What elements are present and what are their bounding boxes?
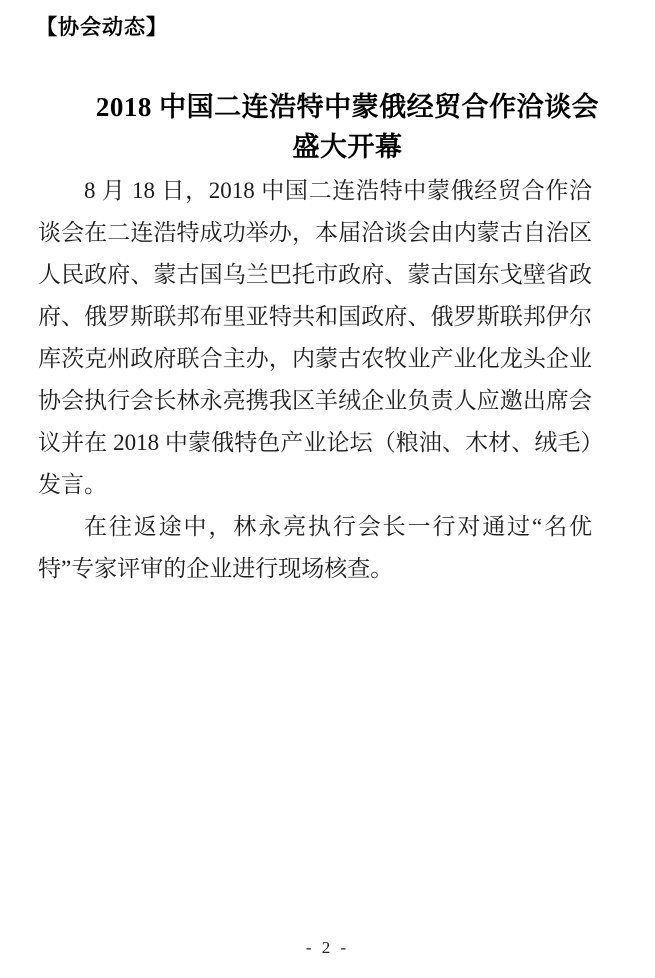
article-body [38,170,592,590]
article-paragraph-1: 8 月 18 日，2018 中国二连浩特中蒙俄经贸合作洽谈会在二连浩特成功举办，本届洽谈会由内蒙古自治区人民政府、蒙古国乌兰巴托市政府、蒙古国东戈壁省政府、俄罗斯联邦布里亚特共和国政府、俄罗斯联邦伊尔库茨克州政府联合主办，内蒙古农牧业产业化龙头企业协会执行会长林永亮携我区羊绒企业负责人应邀出席会议并在 2018 中蒙俄特色产业论坛（粮油、木材、绒毛）发言。 [38,178,592,497]
article-title-line-2: 盛大开幕 [292,132,403,162]
article-title [55,87,640,167]
article-paragraph-2: 在往返途中，林永亮执行会长一行对通过“名优特”专家评审的企业进行现场核查。 [38,514,592,581]
article-title-line-1: 2018 中国二连浩特中蒙俄经贸合作洽谈会 [95,92,600,122]
section-header-label: 【协会动态】 [36,16,168,39]
page-number: - 2 - [305,938,350,957]
